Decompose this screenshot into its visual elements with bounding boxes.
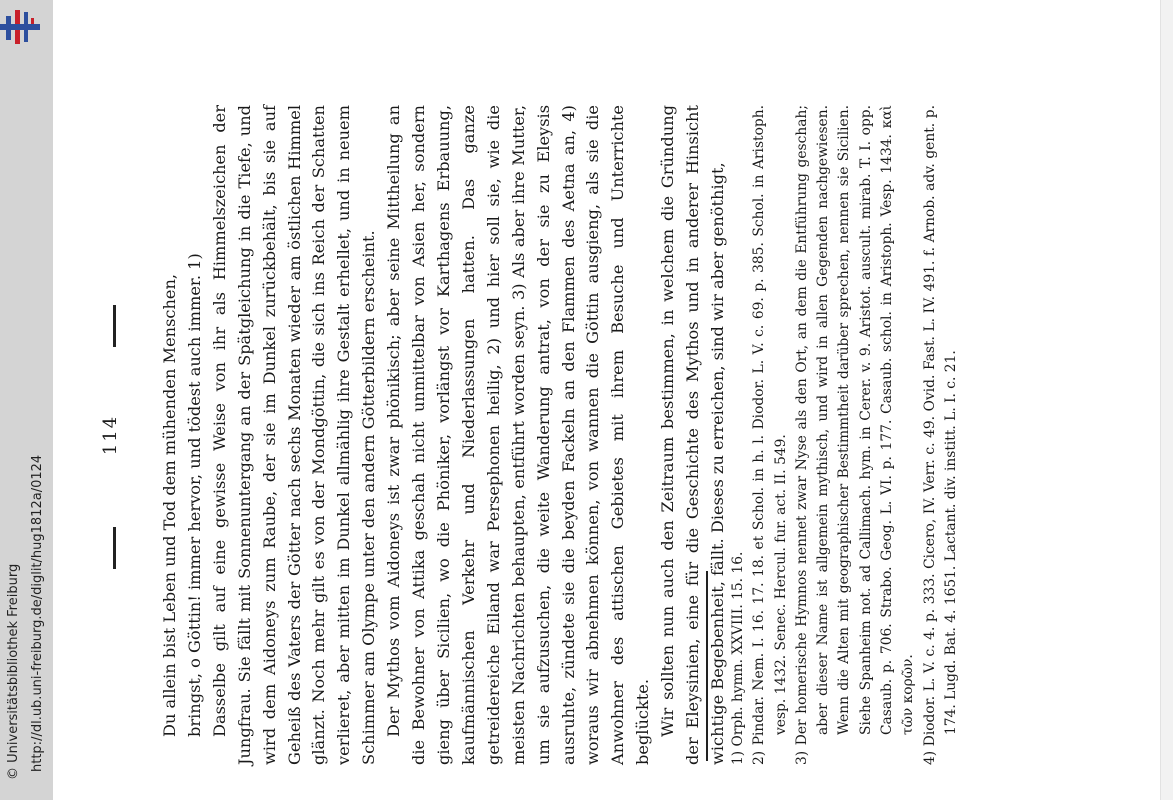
footnote: 1) Orph. hymn. XXVIII. 15. 16. <box>730 551 746 765</box>
page-viewer[interactable] <box>53 0 1160 800</box>
footnote: 3) Der homerische Hymnos nennet zwar Nyse als den Ort, an dem die Entführung geschah; aber dieser Name ist allgemein mythisch, und wird in allen Gegenden nachgewiesen. Wenn die Alten mit geographischer Bestimmtheit darüber sprechen, nennen sie Sicilien. Siehe Spanheim not. ad Callimach. hym. in Cerer. v. 9. Aristot. auscult. mirab. T. I. opp. Casaub. p. 706. Strabo. Geog. L. VI. p. 177. Casaub. schol. in Aristoph. Vesp. 1434. καὶ τῶν κορῶν. <box>793 105 917 765</box>
verse-line: Du allein bist Leben und Tod dem mühenden Menschen, <box>160 273 179 737</box>
verse-line: bringst, o Göttin! immer hervor, und tödest auch immer. 1) <box>184 253 204 737</box>
copyright-notice: © Universitätsbibliothek Freiburg <box>6 563 21 780</box>
paragraph: Der Mythos vom Aidoneys ist zwar phönikisch; aber seine Mittheilung an die Bewohner von Attika geschah nicht unmittelbar von Asien her, sondern gieng über Sicilien, wo die Phöniker, vorlängst vor Karthagens Erbauung, kaufmännischen Verkehr und Niederlassungen hatten. Das ganze getreidereiche Eiland war Persephonen heilig, 2) und hier soll sie, wie die meisten Nachrichten behaupten, entführt worden seyn. 3) Als aber ihre Mutter, um sie aufzusuchen, die weite Wanderung antrat, von der sie zu Eleysis ausruhte, zündete sie die beyden Fackeln an den Flammen des Aetna an, 4) woraus wir abnehmen können, von wannen die Göttin ausgieng, als sie die Anwohner des attischen Gebietes mit ihrem Besuche und Unterrichte beglückte. <box>384 105 653 765</box>
footnote: 2) Pindar. Nem. I. 16. 17. 18. et Schol. in h. l. Diodor. L. V. c. 69. p. 385. Schol. in Aristoph. vesp. 1432. Senec. Hercul. fur. act. II. 549. <box>751 105 789 765</box>
page-header <box>98 105 128 765</box>
paragraph: Dasselbe gilt auf eine gewisse Weise von ihr als Himmelszeichen der Jungfrau. Sie fällt mit Sonnenuntergang an der Spätgleichung in die Tiefe, und wird dem Aidoneys zum Raube, der sie im Dunkel zurückbehält, bis sie auf Geheiß des Vaters der Götter nach sechs Monaten wieder am östlichen Himmel glänzt. Noch mehr gilt es von der Mondgöttin, die sich ins Reich der Schatten verlieret, aber mitten im Dunkel allmählig ihre Gestalt erhellet, und in neuem Schimmer am Olympe unter den andern Götterbildern erscheint. <box>209 105 379 765</box>
page-number: 114 <box>100 414 121 456</box>
footnote-separator <box>706 571 708 761</box>
header-rule-right <box>113 305 116 347</box>
scanned-page <box>98 105 998 765</box>
page-body <box>158 105 731 765</box>
paragraph: Wir sollten nun auch den Zeitraum bestimmen, in welchem die Gründung der Eleysinien, eine für die Geschichte des Mythos und in anderer Hinsicht wichtige Begebenheit, fällt. Dieses zu erreichen, sind wir aber genöthigt, <box>658 105 727 765</box>
footnote: 4) Diodor. L. V. c. 4. p. 333. Cicero, IV. Verr. c. 49. Ovid. Fast. L. IV. 491. f. Arnob. adv. gent. p. 174. Lugd. Bat. 4. 1651. Lactant. div. institt. L. I. c. 21. <box>921 105 959 765</box>
footnotes <box>728 105 962 765</box>
viewer-sidebar <box>0 0 53 800</box>
document-url[interactable]: http://dl.ub.uni-freiburg.de/diglit/hug1812a/0124 <box>30 454 45 772</box>
library-logo-icon[interactable] <box>0 8 44 48</box>
viewer-scroll-edge <box>1160 0 1173 800</box>
